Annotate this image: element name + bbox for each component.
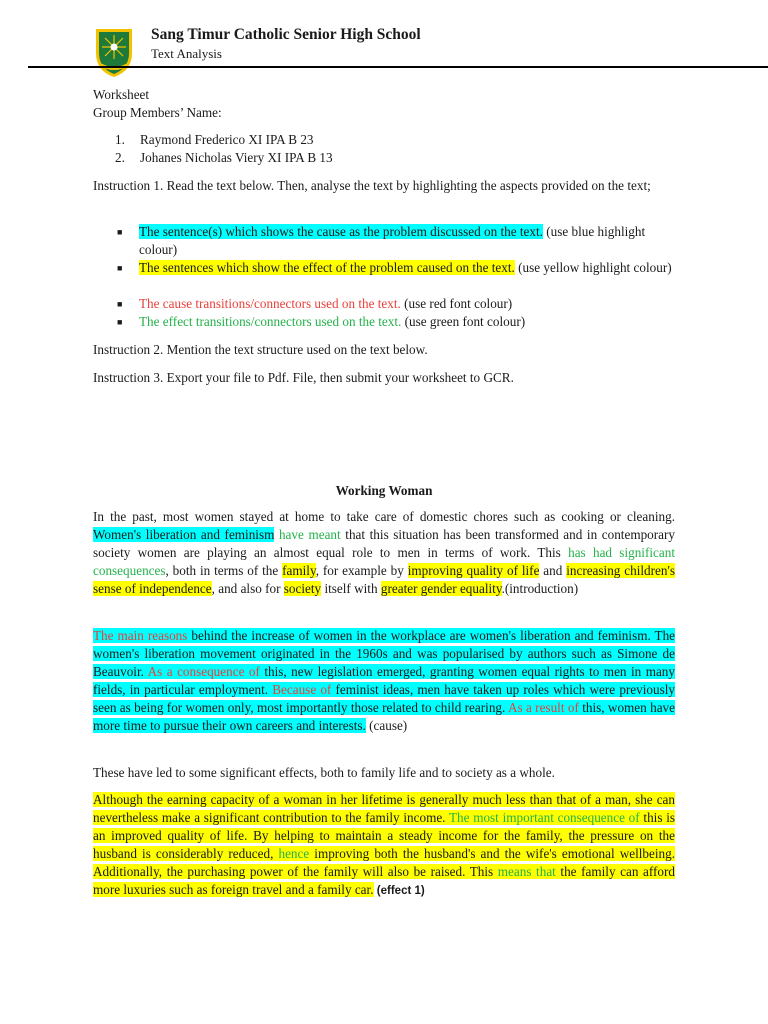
effect-highlight: increasing children's sense of independence bbox=[93, 563, 675, 596]
cause-connector: As a consequence of bbox=[147, 664, 260, 679]
text-run: that this situation has been transformed and in contemporary society women are playing an almost equal role to men in terms of work. This bbox=[93, 527, 675, 560]
text-run: itself with bbox=[321, 581, 381, 596]
text-run: and bbox=[539, 563, 567, 578]
paragraph-tag: (cause) bbox=[365, 718, 408, 733]
effect-connector: have meant bbox=[274, 527, 341, 542]
text-run: , for example by bbox=[315, 563, 408, 578]
article-paragraph-cause bbox=[93, 627, 675, 735]
instruction-1: Instruction 1. Read the text below. Then, analyse the text by highlighting the aspects provided on the text; bbox=[93, 178, 651, 193]
bullet-icon: ■ bbox=[117, 263, 123, 273]
effect-highlight: Although the earning capacity of a woman in her lifetime is generally much less than that of a man, she can nevertheless make a significant contribution to the family income. bbox=[93, 792, 675, 825]
text-run: In the past, most women stayed at home to take care of domestic chores such as cooking or cleaning. bbox=[93, 509, 675, 524]
header-divider bbox=[28, 66, 768, 68]
cause-highlight: The sentence(s) which shows the cause as the problem discussed on the text. bbox=[139, 224, 543, 239]
cause-connector: The main reasons bbox=[93, 628, 188, 643]
effect-highlight: greater gender equality bbox=[380, 581, 502, 596]
document-header bbox=[0, 0, 768, 90]
instruction-3: Instruction 3. Export your file to Pdf. File, then submit your worksheet to GCR. bbox=[93, 370, 514, 385]
bullet-icon: ■ bbox=[117, 317, 123, 327]
text-run: .(introduction) bbox=[501, 581, 579, 596]
paragraph-tag: (effect 1) bbox=[376, 885, 425, 897]
effect-connector: means that bbox=[497, 864, 556, 879]
effect-connector: The most important consequence of bbox=[448, 810, 640, 825]
school-name: Sang Timur Catholic Senior High School bbox=[151, 26, 421, 43]
effect-highlight: family bbox=[282, 563, 316, 578]
member-name: Johanes Nicholas Viery XI IPA B 13 bbox=[140, 150, 333, 165]
cause-highlight: this, new legislation emerged, granting women equal rights to men in many fields, in particular employment. bbox=[93, 664, 675, 697]
bullet-note: (use red font colour) bbox=[400, 296, 513, 311]
school-crest-logo bbox=[92, 25, 136, 79]
cause-highlight: Women's liberation and feminism bbox=[93, 527, 275, 542]
group-members-label: Group Members’ Name: bbox=[93, 105, 222, 120]
bullet-icon: ■ bbox=[117, 299, 123, 309]
text-run: , and also for bbox=[211, 581, 284, 596]
subject-title: Text Analysis bbox=[151, 46, 222, 61]
cause-highlight: feminist ideas, men have taken up roles which were previously seen as being for women only, most importantly those related to child rearing. bbox=[93, 682, 675, 715]
bullet-note: (use blue highlight colour) bbox=[139, 224, 646, 257]
effect-highlight: this is an improved quality of life. By helping to maintain a steady income for the family, the pressure on the husband is considerably reduced, bbox=[93, 810, 675, 861]
article-title: Working Woman bbox=[335, 483, 433, 498]
cause-connector: As a result of bbox=[507, 700, 579, 715]
instruction-2: Instruction 2. Mention the text structure used on the text below. bbox=[93, 342, 428, 357]
text-run: , both in terms of the bbox=[165, 563, 283, 578]
bullet-item bbox=[139, 313, 675, 331]
effect-highlight: society bbox=[283, 581, 322, 596]
member-list-item bbox=[115, 131, 314, 149]
effect-connector: hence bbox=[278, 846, 310, 861]
effect-highlight: improving both the husband's and the wife's emotional wellbeing. Additionally, the purchasing power of the family will also be raised. This bbox=[93, 846, 675, 879]
article-paragraph-transition: These have led to some significant effects, both to family life and to society as a whole. bbox=[93, 765, 555, 780]
member-name: Raymond Frederico XI IPA B 23 bbox=[140, 132, 314, 147]
cause-highlight: this, women have more time to pursue their own careers and interests. bbox=[93, 700, 675, 733]
member-list-item bbox=[115, 149, 333, 167]
bullet-item bbox=[139, 223, 675, 259]
bullet-item bbox=[139, 295, 675, 313]
effect-highlight: the family can afford more luxuries such as foreign travel and a family car. bbox=[93, 864, 675, 897]
member-number: 2. bbox=[115, 150, 125, 165]
bullet-note: (use yellow highlight colour) bbox=[514, 260, 672, 275]
effect-highlight: The sentences which show the effect of the problem caused on the text. bbox=[139, 260, 515, 275]
effect-connector: has had significant consequences bbox=[93, 545, 675, 578]
cause-connector: The cause transitions/connectors used on the text. bbox=[139, 296, 401, 311]
article-paragraph-introduction bbox=[93, 508, 675, 598]
effect-highlight: improving quality of life bbox=[407, 563, 540, 578]
bullet-item bbox=[139, 259, 675, 277]
article-paragraph-effect bbox=[93, 791, 675, 900]
worksheet-label: Worksheet bbox=[93, 87, 150, 102]
bullet-icon: ■ bbox=[117, 227, 123, 237]
cause-highlight: behind the increase of women in the workplace are women's liberation and feminism. The women's liberation movement originated in the 1960s and was popularised by authors such as Simone de Beauvoir. bbox=[93, 628, 676, 679]
bullet-note: (use green font colour) bbox=[401, 314, 526, 329]
cause-connector: Because of bbox=[272, 682, 332, 697]
effect-connector: The effect transitions/connectors used on the text. bbox=[139, 314, 402, 329]
member-number: 1. bbox=[115, 132, 125, 147]
